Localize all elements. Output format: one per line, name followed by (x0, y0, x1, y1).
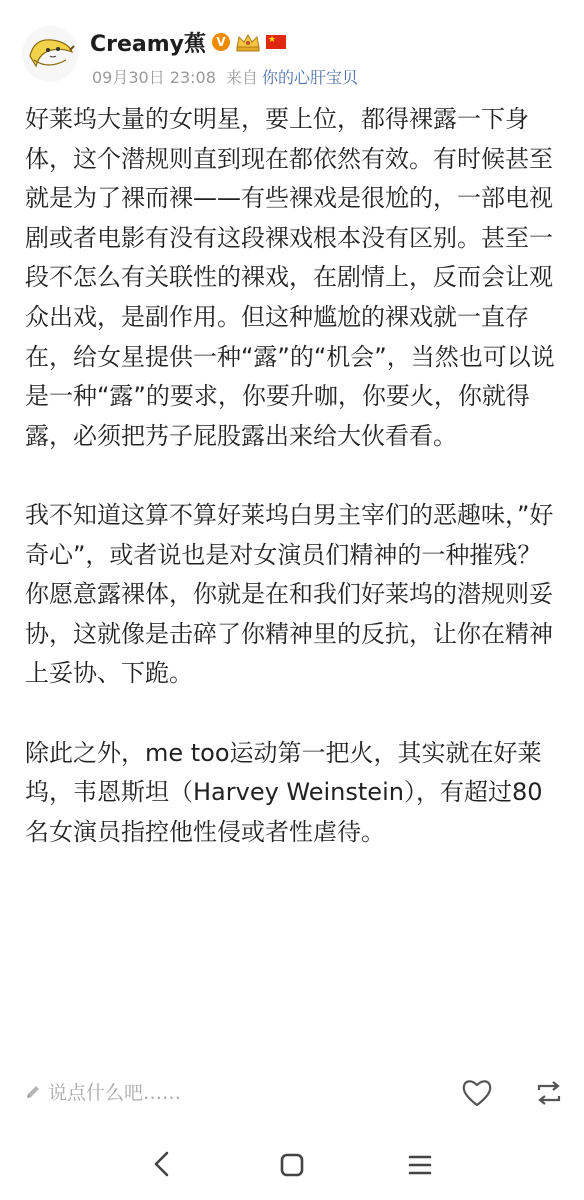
author-row (90, 28, 286, 56)
post-header (0, 0, 584, 96)
post-timestamp: 09月30日 23:08 (92, 68, 216, 87)
paragraph: 除此之外，me too运动第一把火，其实就在好莱坞，韦恩斯坦（Harvey Weinstein），有超过80名女演员指控他性侵或者性虐待。 (25, 738, 543, 846)
content-fade (0, 1020, 584, 1064)
crown-badge-icon (235, 32, 261, 52)
bottom-action-bar (0, 1062, 584, 1126)
home-icon[interactable] (279, 1152, 305, 1178)
heart-icon[interactable] (460, 1076, 494, 1110)
post-body (25, 100, 565, 1060)
repost-icon[interactable] (534, 1078, 564, 1108)
system-navigation-bar (0, 1128, 584, 1200)
back-icon[interactable] (150, 1150, 174, 1178)
paragraph: 好莱坞大量的女明星，要上位，都得裸露一下身体，这个潜规则直到现在都依然有效。有时候甚至就是为了裸而裸——有些裸戏是很尬的，一部电视剧或者电影有没有这段裸戏根本没有区别。甚至一段不怎么有关联性的裸戏，在剧情上，反而会让观众出戏，是副作用。但这种尴尬的裸戏就一直存在，给女星提供一种“露”的“机会”，当然也可以说是一种“露”的要求，你要升咖，你要火，你就得露，必须把艿子屁股露出来给大伙看看。 (25, 105, 555, 450)
source-link[interactable]: 你的心肝宝贝 (261, 68, 358, 87)
source-prefix: 来自 (225, 68, 258, 87)
china-flag-icon: ★ (266, 35, 286, 49)
paragraph: 我不知道这算不算好莱坞白男主宰们的恶趣味，”好奇心”，或者说也是对女演员们精神的一种摧残？你愿意露裸体，你就是在和我们好莱坞的潜规则妥协，这就像是击碎了你精神里的反抗，让你在精神上妥协、下跪。 (25, 500, 554, 688)
author-name[interactable]: Creamy蕉 (90, 31, 207, 57)
pencil-icon (24, 1083, 42, 1101)
comment-input[interactable] (24, 1078, 181, 1105)
verified-badge-icon: V (212, 33, 230, 51)
comment-placeholder: 说点什么吧…… (48, 1082, 182, 1104)
post-meta (92, 65, 358, 88)
banana-avatar-icon[interactable] (22, 26, 78, 82)
menu-icon[interactable] (407, 1153, 433, 1177)
